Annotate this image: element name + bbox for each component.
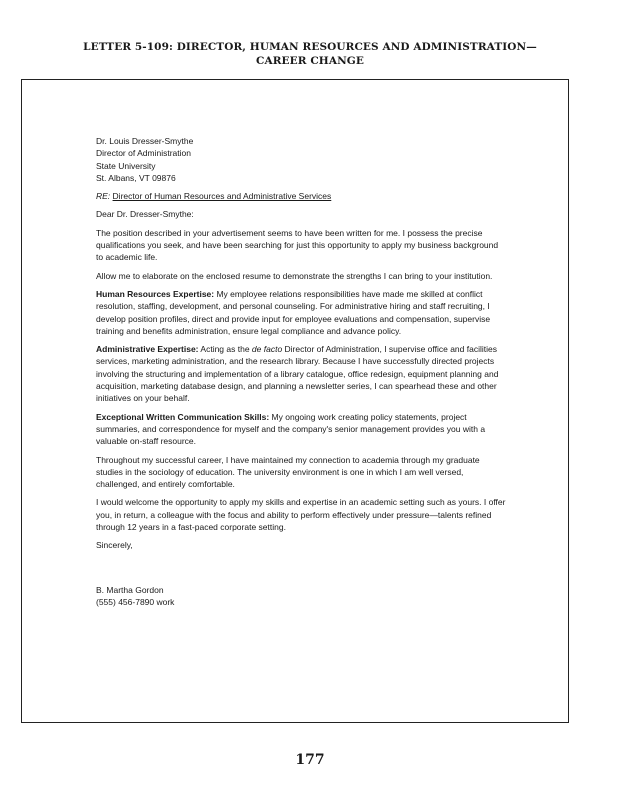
re-line: [96, 190, 506, 202]
paragraph-admin-expertise: [96, 343, 506, 404]
recipient-org: State University: [96, 160, 156, 171]
re-prefix: RE:: [96, 191, 111, 202]
signature-block: [96, 584, 506, 609]
paragraph-hr-expertise: [96, 288, 506, 337]
paragraph-welcome: I would welcome the opportunity to apply my skills and expertise in an academic setting such as yours. I offer you, in return, a colleague with the focus and ability to perform effectively under pressure—talents refined through 12 years in a fast-paced corporate setting.: [96, 497, 506, 533]
paragraph-academia: Throughout my successful career, I have maintained my connection to academia through my graduate studies in the sociology of education. The university environment is one in which I am well versed, challenged, and entirely comfortable.: [96, 454, 480, 490]
signature-space: [96, 558, 506, 584]
signature-phone: (555) 456-7890 work: [96, 596, 175, 607]
letter-heading: [0, 40, 620, 68]
admin-label: Administrative Expertise:: [96, 344, 199, 355]
signature-name: B. Martha Gordon: [96, 584, 164, 595]
heading-line-1: LETTER 5-109: DIRECTOR, HUMAN RESOURCES AND ADMINISTRATION—: [83, 41, 537, 53]
re-subject: Director of Human Resources and Administrative Services: [112, 191, 332, 202]
recipient-address: [96, 135, 506, 184]
paragraph-writing-skills: [96, 411, 506, 448]
closing: Sincerely,: [96, 540, 133, 551]
recipient-name: Dr. Louis Dresser-Smythe: [96, 136, 194, 146]
heading-line-2: CAREER CHANGE: [256, 55, 364, 67]
writing-label: Exceptional Written Communication Skills:: [96, 411, 270, 422]
paragraph-intro: The position described in your advertisement seems to have been written for me. I possess the precise qualifications you seek, and have been searching for just this opportunity to apply my business background to academic life.: [96, 227, 499, 263]
admin-text-a: Acting as the: [198, 344, 252, 355]
recipient-title: Director of Administration: [96, 148, 191, 159]
hr-text: My employee relations responsibilities have made me skilled at conflict resolution, staffing, development, and personal counseling. For administrative hiring and staff recruiting, I develop position profiles, direct and provide input for employee evaluations and compensation, supervise training and benefits administration, ensure legal compliance and advance policy.: [96, 288, 491, 336]
admin-italic: de facto: [251, 344, 283, 355]
recipient-city: St. Albans, VT 09876: [96, 172, 176, 183]
page-number: 177: [295, 752, 325, 768]
writing-text: My ongoing work creating policy statements, project summaries, and correspondence for myself and the company's senior management provides you with a valuable on-staff resource.: [96, 411, 486, 447]
letter-body: [96, 135, 506, 608]
hr-label: Human Resources Expertise:: [96, 288, 215, 299]
admin-text-b: Director of Administration, I supervise office and facilities services, marketing administration, and the research library. Because I have successfully directed projects involving the structuring and implementation of a library catalogue, office redesign, equipment planning and acquisition, marketing database design, and planning a newsletter series, I can spearhead these and other initiatives on your behalf.: [96, 344, 499, 404]
paragraph-elaborate: Allow me to elaborate on the enclosed resume to demonstrate the strengths I can bring to your institution.: [96, 270, 493, 281]
salutation: Dear Dr. Dresser-Smythe:: [96, 209, 194, 220]
